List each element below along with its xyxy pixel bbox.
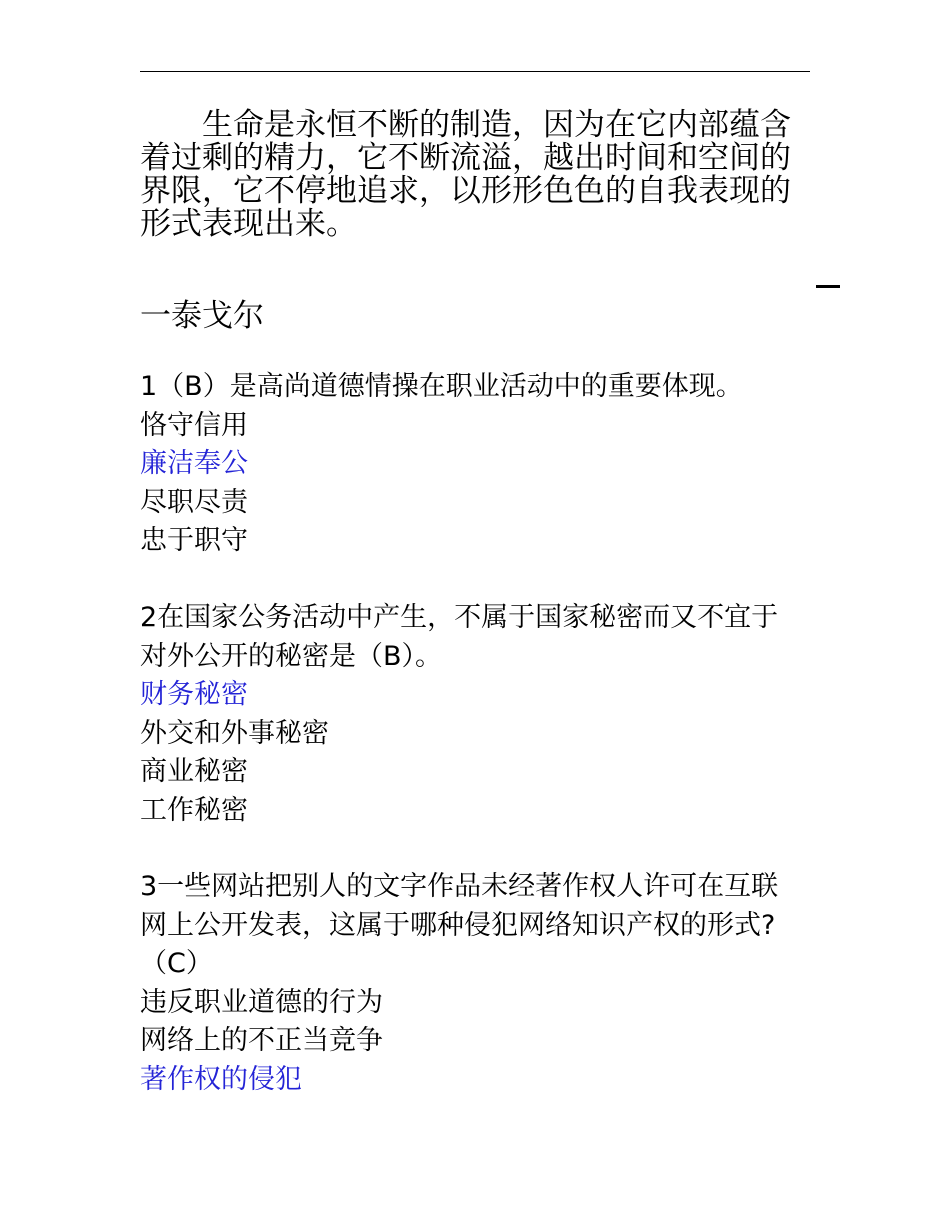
question-1 [140,368,830,561]
question-3-option-a: 违反职业道德的行为 [140,986,383,1018]
question-3-text-line-3: （C） [140,948,213,979]
question-1-option-b-correct: 廉洁奉公 [140,448,248,479]
question-2-option-a-correct: 财务秘密 [140,679,248,710]
epigraph-attribution: 一泰戈尔 [140,298,264,334]
question-3-text-line-2: 网上公开发表，这属于哪种侵犯网络知识产权的形式? [140,909,776,941]
question-1-option-d: 忠于职守 [140,525,248,556]
question-2-option-d: 工作秘密 [140,794,248,826]
question-2-option-c: 商业秘密 [140,756,248,787]
question-1-option-c: 尽职尽责 [140,486,248,518]
question-1-text: 1（B）是高尚道德情操在职业活动中的重要体现。 [140,371,743,402]
question-3-option-b: 网络上的不正当竞争 [140,1025,383,1056]
epigraph-quote [140,109,820,241]
epigraph-text: 生命是永恒不断的制造，因为在它内部蕴含着过剩的精力，它不断流溢，越出时间和空间的界限，它不停地追求，以形形色色的自我表现的形式表现出来。 [140,107,791,242]
question-3 [140,868,830,1099]
question-3-text-line-1: 3一些网站把别人的文字作品未经著作权人许可在互联 [140,871,779,902]
question-2-text-line-1: 2在国家公务活动中产生，不属于国家秘密而又不宜于 [140,602,779,633]
question-2-text-line-2: 对外公开的秘密是（B）。 [140,640,443,672]
question-3-option-c-correct: 著作权的侵犯 [140,1063,302,1095]
attribution-dash [816,285,840,288]
question-1-option-a: 恪守信用 [140,409,248,441]
question-2 [140,599,830,830]
header-rule [140,71,810,72]
question-2-option-b: 外交和外事秘密 [140,717,329,749]
